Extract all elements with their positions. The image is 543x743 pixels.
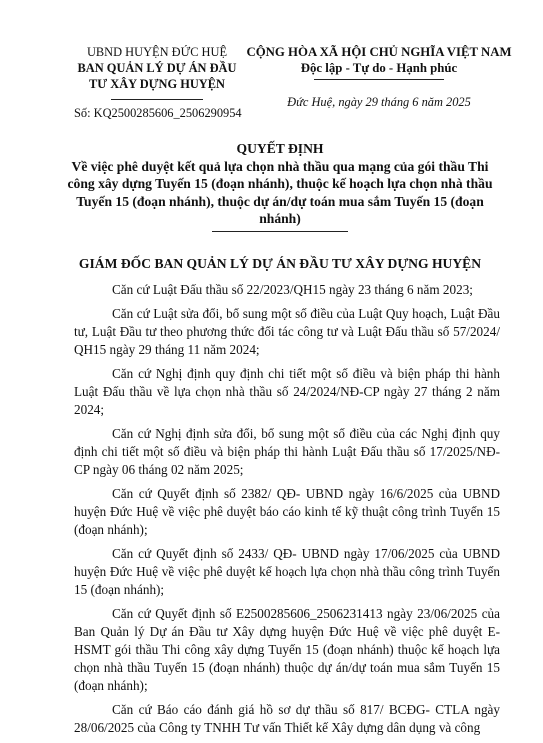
- nation-line-2: Độc lập - Tự do - Hạnh phúc: [300, 61, 458, 75]
- document-number: Số: KQ2500285606_2506290954: [74, 106, 242, 120]
- title-heading: QUYẾT ĐỊNH: [236, 141, 324, 156]
- nation-underline: [314, 79, 444, 80]
- title-underline: [212, 231, 348, 232]
- paragraph: Căn cứ Báo cáo đánh giá hồ sơ dự thầu số 817/ BCĐG- CTLA ngày 28/06/2025 của Công ty TNHH Tư vấn Thiết kế Xây dựng dân dụng và công: [74, 702, 500, 735]
- paragraph: Căn cứ Nghị định sửa đổi, bổ sung một số điều của các Nghị định quy định chi tiết một số điều và biện pháp thi hành Luật Đấu thầu số 17/2025/NĐ-CP ngày 06 tháng 02 năm 2025;: [74, 426, 500, 477]
- title-subject: Về việc phê duyệt kết quả lựa chọn nhà thầu qua mạng của gói thầu Thi công xây dựng Tuyến 15 (đoạn nhánh), thuộc kế hoạch lựa chọn nhà thầu Tuyến 15 (đoạn nhánh), thuộc dự án/dự toán mua sắm Tuyến 15 (đoạn nhánh): [67, 158, 493, 226]
- paragraph: Căn cứ Luật sửa đổi, bổ sung một số điều của Luật Quy hoạch, Luật Đầu tư, Luật Đầu tư theo phương thức đối tác công tư và Luật Đấu thầu số 57/2024/ QH15 ngày 29 tháng 11 năm 2024;: [74, 306, 500, 357]
- paragraph: Căn cứ Quyết định số 2433/ QĐ- UBND ngày 17/06/2025 của UBND huyện Đức Huệ về việc phê duyệt kế hoạch lựa chọn nhà thầu công trình Tuyến 15 (đoạn nhánh);: [74, 546, 500, 597]
- place-date: Đức Huệ, ngày 29 tháng 6 năm 2025: [287, 95, 471, 109]
- document-body: [74, 281, 500, 743]
- paragraph: Căn cứ Nghị định quy định chi tiết một số điều và biện pháp thi hành Luật Đấu thầu về lựa chọn nhà thầu số 24/2024/NĐ-CP ngày 27 tháng 2 năm 2024;: [74, 366, 500, 417]
- issuing-authority: GIÁM ĐỐC BAN QUẢN LÝ DỰ ÁN ĐẦU TƯ XÂY DỰNG HUYỆN: [78, 256, 482, 271]
- national-header: [244, 44, 514, 80]
- nation-line-1: CỘNG HÒA XÃ HỘI CHỦ NGHĨA VIỆT NAM: [246, 45, 512, 59]
- org-line-2: BAN QUẢN LÝ DỰ ÁN ĐẦU: [77, 61, 237, 75]
- document-title: [62, 140, 498, 232]
- org-line-3: TƯ XÂY DỰNG HUYỆN: [89, 77, 225, 91]
- issuing-organization: [62, 44, 252, 100]
- paragraph: Căn cứ Quyết định số E2500285606_2506231413 ngày 23/06/2025 của Ban Quản lý Dự án Đầu tư Xây dựng huyện Đức Huệ về việc phê duyệt E-HSMT gói thầu Thi công xây dựng Tuyến 15 (đoạn nhánh) thuộc kế hoạch lựa chọn nhà thầu Tuyến 15 (đoạn nhánh) thuộc dự án/dự toán mua sắm Tuyến 15 (đoạn nhánh);: [74, 606, 500, 693]
- paragraph: Căn cứ Luật Đấu thầu số 22/2023/QH15 ngày 23 tháng 6 năm 2023;: [112, 282, 473, 297]
- paragraph: Căn cứ Quyết định số 2382/ QĐ- UBND ngày 16/6/2025 của UBND huyện Đức Huệ về việc phê duyệt báo cáo kinh tế kỹ thuật công trình Tuyến 15 (đoạn nhánh);: [74, 486, 500, 537]
- org-line-1: UBND HUYỆN ĐỨC HUỆ: [86, 45, 228, 59]
- org-underline: [111, 99, 203, 100]
